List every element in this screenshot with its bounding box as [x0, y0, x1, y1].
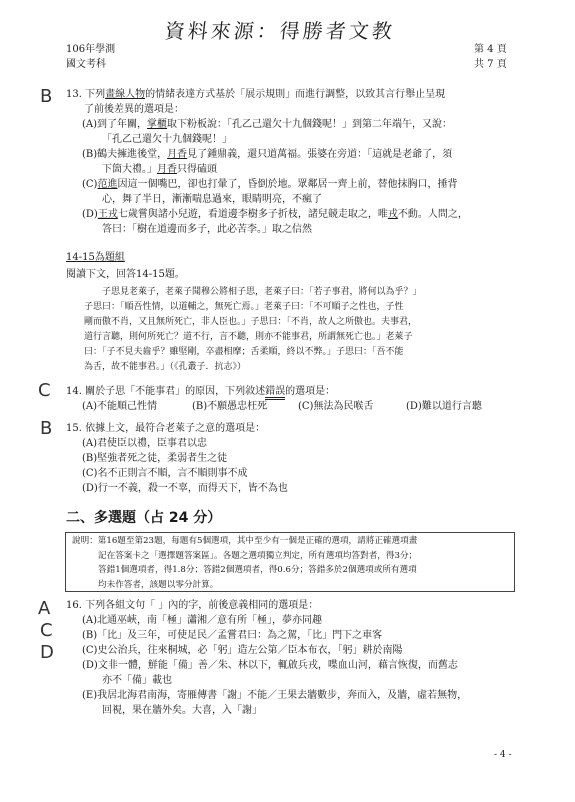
- option-16c: (C)史公治兵，往來桐城，必「躬」造左公第／臣本布衣，「躬」耕於南陽: [82, 645, 403, 656]
- group-intro: 閱讀下文，回答14-15題。: [66, 269, 185, 280]
- handwritten-answer-q14: C: [38, 380, 51, 401]
- option-14a: (A)不能順己性情: [82, 401, 158, 412]
- passage-line: 道行言聽，則何所死亡？道不行，言不聽，則亦不能事君，所謂無死亡也。」老萊子: [84, 332, 413, 342]
- option-14b: (B)不願愚忠枉死: [192, 401, 268, 412]
- option-13d: (D)王戎七歲嘗與諸小兒遊，看道邊李樹多子折枝，諸兒競走取之，唯戎不動。人問之，: [82, 209, 468, 220]
- question-13: 13. 下列畫線人物的情緒表達方式基於「展示規則」而進行調整，以致其言行舉止呈現 了前後差異的選項是： (A)到了年關，掌櫃取下粉板說：「孔乙己還欠十九個錢呢！」到第二年端午，又說： 「孔乙己還欠十九個錢呢！」 (B)鶴夫擁進後堂，月香見了鍾鼎義，還只道萬福。張婆在旁道：「這就是老爺了，須 下箇大禮。」月香只得磕頭 (C)范進因這一個嘴巴，卻也打暈了，昏倒於地。眾鄰居一齊上前，替他抹胸口，捶背 心，舞了半日，漸漸喘息過來，眼睛明亮，不瘋了 (D)王戎七歲嘗與諸小兒遊，看道邊李樹多子折枝，諸兒競走取之，唯戎不動。人問之， 答曰：「樹在道邊而多子，此必苦李。」取之信然: [66, 87, 536, 237]
- passage-line: 子思見老萊子，老萊子聞穆公將相子思，老萊子曰：「若子事君，將何以為乎？」: [102, 287, 422, 297]
- handwritten-answer-q16-a: A: [38, 598, 51, 619]
- group-title: 14-15為題組: [66, 252, 125, 263]
- passage-line: 曰：「子不見夫齒乎？雖堅剛，卒盡相摩；舌柔順，終以不弊。」子思曰：「吾不能: [84, 347, 404, 357]
- question-14: [66, 384, 536, 414]
- instructions-box: [65, 532, 515, 592]
- passage-line: 剛而傲不肖，又且無所死亡，非人臣也。」子思曰：「不肖，故人之所傲也。夫事君，: [84, 317, 418, 327]
- option-15b: (B)堅強者死之徒，柔弱者生之徒: [82, 453, 228, 464]
- question-16: 16. 下列各組文句「 」內的字，前後意義相同的選項是： (A)北通巫峽，南「極」瀟湘／意有所「極」，夢亦同趣 (B)「比」及三年，可使足民／孟嘗君曰：為之駕，「比」門下之車客 (C)史公治兵，往來桐城，必「躬」造左公第／臣本布衣，「躬」耕於南陽 (D)文非一體，鮮能「備」善／朱、林以下，輒啟兵戎，喋血山河，藉言恢復，而舊志 亦不「備」載也 (E)我居北海君南海，寄雁傳書「謝」不能／王果去牆數步，奔而入，及牆，虛若無物， 回視，果在牆外矣。大喜，入「謝」: [66, 598, 536, 718]
- option-13b: (B)鶴夫擁進後堂，月香見了鍾鼎義，還只道萬福。張婆在旁道：「這就是老爺了，須: [82, 149, 453, 160]
- question-13-stem: 13. 下列畫線人物的情緒表達方式基於「展示規則」而進行調整，以致其言行舉止呈現: [66, 89, 446, 100]
- instruction-line: 記在答案卡之「選擇題答案區」。各題之選項獨立判定，所有選項均答對者，得3分；: [98, 550, 418, 561]
- option-13c: (C)范進因這一個嘴巴，卻也打暈了，昏倒於地。眾鄰居一齊上前，替他抹胸口，捶背: [82, 179, 458, 190]
- option-15a: (A)君使臣以禮，臣事君以忠: [82, 438, 208, 449]
- instruction-line: 說明：第16題至第23題，每題有5個選項，其中至少有一個是正確的選項，請將正確選項畫: [72, 536, 418, 546]
- page-footer-number: - 4 -: [494, 750, 512, 760]
- option-15d: (D)行一不義，殺一不辜，而得天下，皆不為也: [82, 483, 288, 494]
- source-banner: 資料來源：得勝者文教: [163, 19, 397, 43]
- option-16a: (A)北通巫峽，南「極」瀟湘／意有所「極」，夢亦同趣: [82, 615, 323, 626]
- question-15: [66, 421, 536, 496]
- handwritten-answer-q13: B: [40, 86, 53, 107]
- option-15c: (C)名不正則言不順，言不順則事不成: [82, 468, 248, 479]
- option-16d: (D)文非一體，鮮能「備」善／朱、林以下，輒啟兵戎，喋血山河，藉言恢復，而舊志: [82, 660, 458, 671]
- passage-line: 子思曰：「順吾性情，以道輔之，無死亡焉。」老萊子曰：「不可順子之性也，子性: [84, 302, 404, 312]
- exam-year: 106年學測: [66, 44, 116, 55]
- option-14d: (D)難以道行言聽: [406, 401, 482, 412]
- question-14-stem: 14. 關於子思「不能事君」的原因，下列敘述錯誤的選項是：: [66, 384, 536, 399]
- option-13a: (A)到了年關，掌櫃取下粉板說：「孔乙己還欠十九個錢呢！」到第二年端午，又說：: [82, 119, 453, 130]
- instruction-line: 答錯1個選項者，得1.8分；答錯2個選項者，得0.6分；答錯多於2個選項或所有選項: [98, 565, 417, 575]
- question-16-stem: 16. 下列各組文句「 」內的字，前後意義相同的選項是：: [66, 600, 319, 611]
- option-14c: (C)無法為民喉舌: [298, 401, 374, 412]
- option-16e: (E)我居北海君南海，寄雁傳書「謝」不能／王果去牆數步，奔而入，及牆，虛若無物，: [82, 690, 468, 701]
- instruction-line: 均未作答者，該題以零分計算。: [98, 579, 219, 590]
- question-15-stem: 15. 依據上文，最符合老萊子之意的選項是：: [66, 423, 266, 434]
- handwritten-answer-q16-d: D: [40, 642, 54, 663]
- passage-line: 為舌，故不能事君。」（《孔叢子．抗志》）: [84, 362, 247, 372]
- reading-passage: [84, 285, 524, 375]
- handwritten-answer-q16-c: C: [40, 620, 53, 641]
- section-2-title: 二、多選題（占 24 分）: [66, 510, 222, 526]
- exam-subject: 國文考科: [66, 59, 106, 70]
- handwritten-answer-q15: B: [40, 418, 53, 439]
- total-pages-label: 共 7 頁: [474, 59, 507, 70]
- page-number-label: 第 4 頁: [474, 44, 507, 55]
- option-16b: (B)「比」及三年，可使足民／孟嘗君曰：為之駕，「比」門下之車客: [82, 630, 383, 641]
